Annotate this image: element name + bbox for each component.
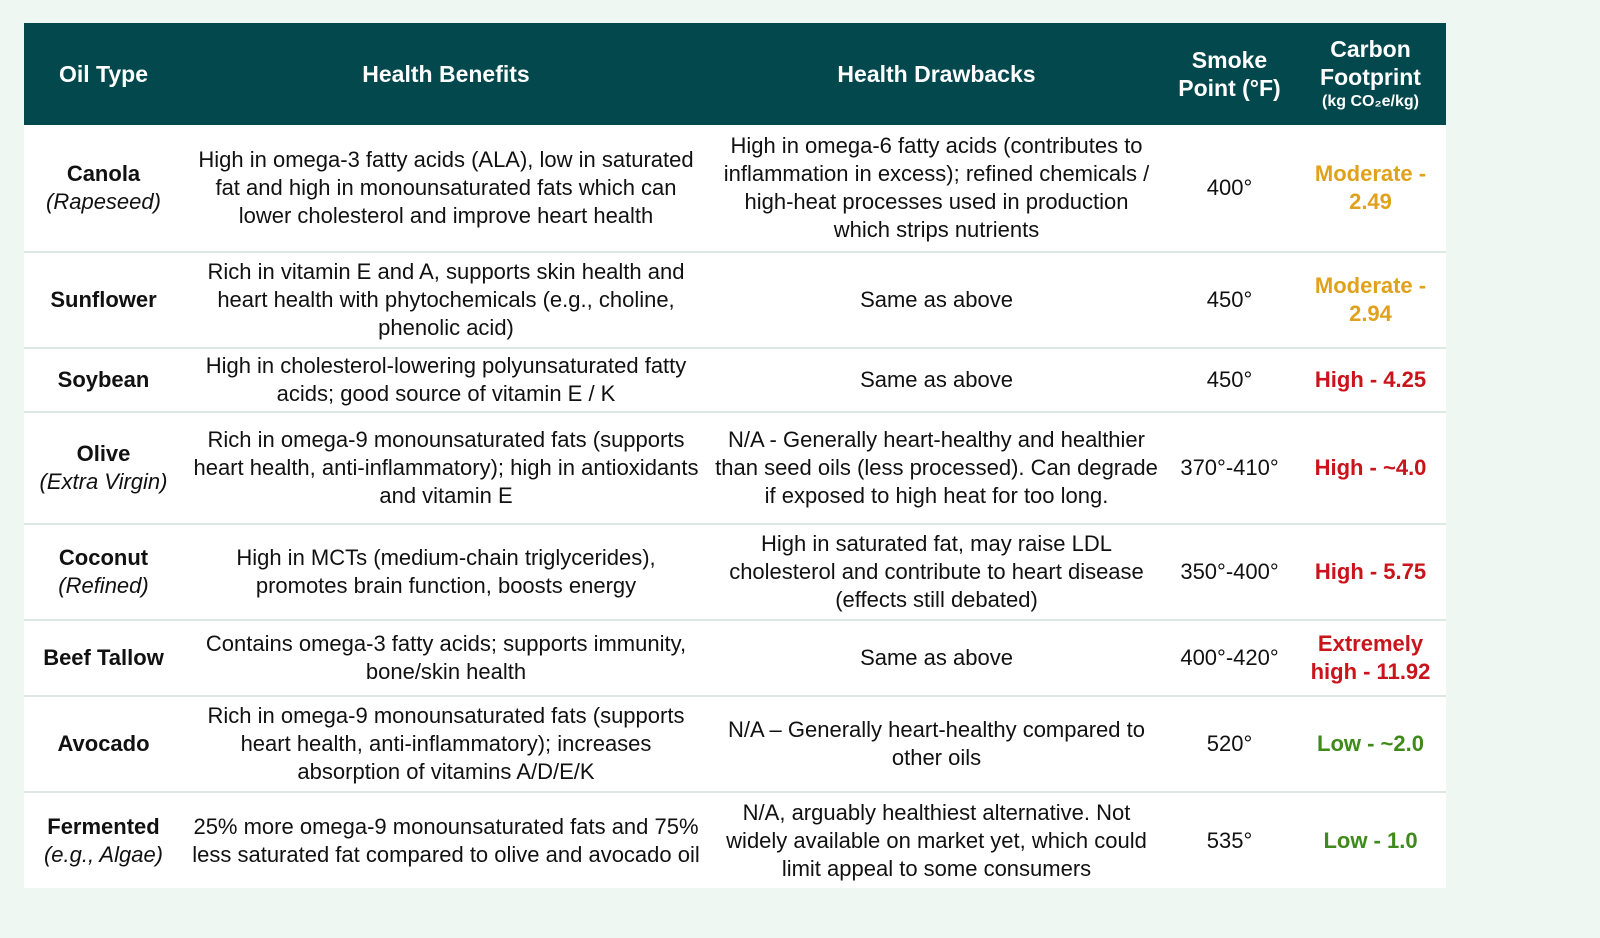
drawbacks-cell: High in saturated fat, may raise LDL cholesterol and contribute to heart disease (effects still debated) xyxy=(709,524,1164,620)
drawbacks-cell: Same as above xyxy=(709,348,1164,412)
table-row xyxy=(24,524,1446,620)
oil-cell xyxy=(24,792,183,888)
drawbacks-cell: Same as above xyxy=(709,620,1164,696)
header-row xyxy=(24,23,1446,125)
oil-cell xyxy=(24,412,183,524)
smoke-point-cell: 450° xyxy=(1164,252,1295,348)
carbon-cell: High - ~4.0 xyxy=(1295,412,1446,524)
smoke-point-cell: 450° xyxy=(1164,348,1295,412)
benefits-cell: High in omega-3 fatty acids (ALA), low in saturated fat and high in monounsaturated fats which can lower cholesterol and improve heart health xyxy=(183,125,709,252)
oil-name: Olive xyxy=(76,441,131,466)
carbon-cell: Low - ~2.0 xyxy=(1295,696,1446,792)
oil-cell xyxy=(24,696,183,792)
header-health-drawbacks: Health Drawbacks xyxy=(837,61,1036,87)
header-carbon-footprint xyxy=(1295,23,1446,125)
smoke-point-cell: 400° xyxy=(1164,125,1295,252)
carbon-cell: Extremely high - 11.92 xyxy=(1295,620,1446,696)
oil-name: Sunflower xyxy=(50,287,157,312)
smoke-point-cell: 520° xyxy=(1164,696,1295,792)
drawbacks-cell: High in omega-6 fatty acids (contributes to inflammation in excess); refined chemicals / high-heat processes used in production which strips nutrients xyxy=(709,125,1164,252)
header-smoke-point: Smoke Point (°F) xyxy=(1178,47,1281,101)
oil-subtitle: (Extra Virgin) xyxy=(39,469,168,494)
oil-cell xyxy=(24,125,183,252)
benefits-cell: High in MCTs (medium-chain triglycerides), promotes brain function, boosts energy xyxy=(183,524,709,620)
table-row xyxy=(24,696,1446,792)
benefits-cell: Rich in omega-9 monounsaturated fats (supports heart health, anti-inflammatory); high in antioxidants and vitamin E xyxy=(183,412,709,524)
oil-cell xyxy=(24,620,183,696)
table-row xyxy=(24,412,1446,524)
oil-name: Canola xyxy=(66,161,141,186)
oil-cell xyxy=(24,348,183,412)
oil-name: Beef Tallow xyxy=(43,645,164,670)
table-row xyxy=(24,348,1446,412)
benefits-cell: 25% more omega-9 monounsaturated fats and 75% less saturated fat compared to olive and avocado oil xyxy=(192,813,700,867)
oil-cell xyxy=(24,524,183,620)
table-row xyxy=(24,252,1446,348)
oil-comparison-table xyxy=(24,23,1446,888)
header-health-benefits: Health Benefits xyxy=(362,61,530,87)
table-header xyxy=(24,23,1446,125)
oil-name: Soybean xyxy=(57,367,150,392)
drawbacks-cell: N/A – Generally heart-healthy compared to other oils xyxy=(709,696,1164,792)
benefits-cell: Rich in omega-9 monounsaturated fats (supports heart health, anti-inflammatory); increases absorption of vitamins A/D/E/K xyxy=(183,696,709,792)
oil-subtitle: (e.g., Algae) xyxy=(43,841,164,867)
smoke-point-cell: 350°-400° xyxy=(1164,524,1295,620)
carbon-cell: High - 5.75 xyxy=(1295,524,1446,620)
oil-subtitle: (Rapeseed) xyxy=(46,189,161,214)
drawbacks-cell: Same as above xyxy=(709,252,1164,348)
table-body xyxy=(24,125,1446,888)
benefits-cell: Rich in vitamin E and A, supports skin health and heart health with phytochemicals (e.g., choline, phenolic acid) xyxy=(183,252,709,348)
carbon-cell: High - 4.25 xyxy=(1295,348,1446,412)
oil-name: Coconut xyxy=(58,545,149,570)
benefits-cell: Contains omega-3 fatty acids; supports immunity, bone/skin health xyxy=(183,620,709,696)
header-carbon-unit: (kg CO₂e/kg) xyxy=(1322,93,1419,110)
carbon-cell: Moderate - 2.94 xyxy=(1295,252,1446,348)
table-row xyxy=(24,792,1446,888)
drawbacks-cell: N/A - Generally heart-healthy and healthier than seed oils (less processed). Can degrade if exposed to high heat for too long. xyxy=(709,412,1164,524)
header-oil-type: Oil Type xyxy=(58,61,149,87)
oil-cell xyxy=(24,252,183,348)
benefits-cell: High in cholesterol-lowering polyunsaturated fatty acids; good source of vitamin E / K xyxy=(183,348,709,412)
carbon-cell: Moderate - 2.49 xyxy=(1295,125,1446,252)
carbon-cell: Low - 1.0 xyxy=(1323,827,1418,853)
oil-subtitle: (Refined) xyxy=(58,573,149,598)
table-row xyxy=(24,125,1446,252)
smoke-point-cell: 400°-420° xyxy=(1164,620,1295,696)
oil-name: Avocado xyxy=(57,731,150,756)
smoke-point-cell: 535° xyxy=(1206,827,1253,853)
smoke-point-cell: 370°-410° xyxy=(1164,412,1295,524)
table-row xyxy=(24,620,1446,696)
header-carbon-label: Carbon Footprint xyxy=(1320,36,1421,90)
drawbacks-cell: N/A, arguably healthiest alternative. Not widely available on market yet, which could limit appeal to some consumers xyxy=(726,799,1147,881)
oil-name: Fermented xyxy=(47,813,160,839)
